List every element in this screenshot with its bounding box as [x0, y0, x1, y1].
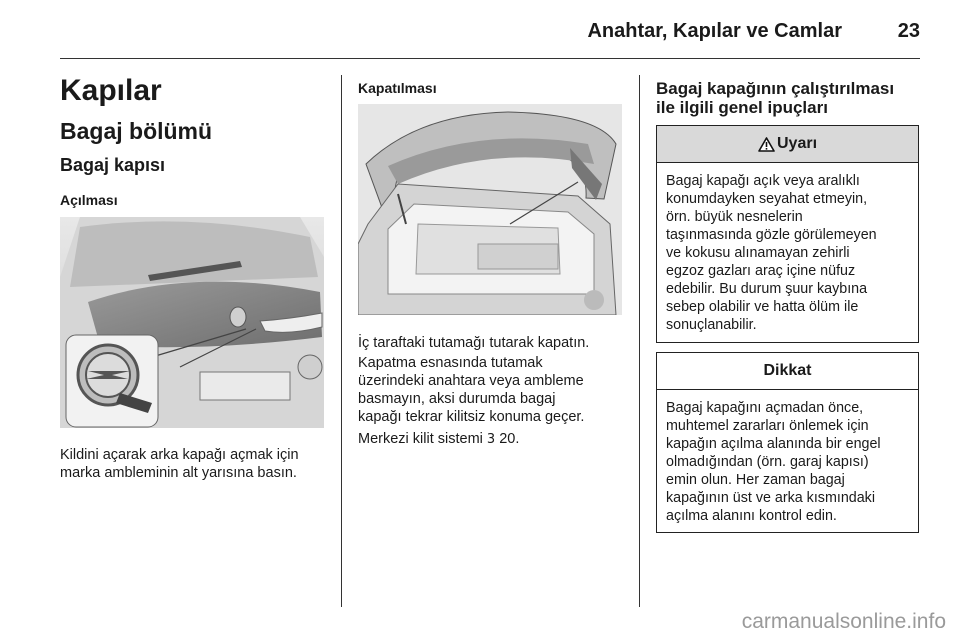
warning-line: örn. büyük nesnelerin	[666, 209, 803, 225]
page-number: 23	[897, 20, 920, 42]
opening-line-1: Kildini açarak arka kapağı açmak için	[60, 447, 299, 463]
warning-line: sebep olabilir ve hatta ölüm ile	[666, 299, 859, 315]
car-tailgate-emblem-illustration	[60, 217, 324, 428]
header-rule	[60, 58, 920, 59]
subsection-title: Bagaj bölümü	[60, 118, 213, 144]
closing-p1-line-1: İç taraftaki tutamağı tutarak kapatın.	[358, 335, 590, 351]
section-title: Kapılar	[60, 74, 162, 107]
opening-line-2: marka ambleminin alt yarısına basın.	[60, 465, 297, 481]
closing-heading: Kapatılması	[358, 80, 437, 96]
tailgate-emblem-figure	[60, 217, 324, 428]
warning-box	[656, 125, 919, 343]
warning-line: taşınmasında gözle görülemeyen	[666, 227, 877, 243]
topic-title: Bagaj kapısı	[60, 155, 166, 175]
caution-line: Bagaj kapağını açmadan önce,	[666, 400, 864, 416]
warning-triangle-icon	[758, 137, 775, 152]
caution-line: kapağın açılma alanında bir engel	[666, 436, 881, 452]
car-open-tailgate-illustration	[358, 104, 622, 315]
closing-p2-line-4: kapağı tekrar kilitsiz konuma geçer.	[358, 409, 585, 425]
closing-p2-line-2: üzerindeki anahtara veya ambleme	[358, 373, 584, 389]
watermark: carmanualsonline.info	[741, 610, 946, 633]
central-lock-text: Merkezi kilit sistemi	[358, 431, 487, 447]
warning-line: egzoz gazları araç içine nüfuz	[666, 263, 856, 279]
open-tailgate-figure	[358, 104, 622, 315]
header-title: Anahtar, Kapılar ve Camlar	[587, 20, 842, 42]
cross-reference-arrow[interactable]: 3	[486, 432, 496, 447]
cross-reference-page: 20.	[495, 431, 520, 447]
caution-line: kapağının üst ve arka kısmındaki	[666, 490, 876, 506]
tips-heading-line-1: Bagaj kapağının çalıştırılması	[656, 79, 895, 98]
caution-line: emin olun. Her zaman bagaj	[666, 472, 845, 488]
caution-body	[657, 390, 918, 533]
warning-header	[657, 126, 918, 163]
caution-title: Dikkat	[763, 362, 812, 379]
tips-heading	[656, 79, 926, 117]
closing-paragraph-2	[358, 354, 628, 426]
closing-p2-line-1: Kapatma esnasında tutamak	[358, 355, 543, 371]
caution-line: muhtemel zararları önlemek için	[666, 418, 869, 434]
caution-line: olmadığından (örn. garaj kapısı)	[666, 454, 869, 470]
warning-line: Bagaj kapağı açık veya aralıklı	[666, 173, 860, 189]
warning-body	[657, 163, 918, 342]
caution-header	[657, 353, 918, 390]
caution-line: açılma alanını kontrol edin.	[666, 508, 837, 524]
closing-paragraph-3	[358, 430, 628, 449]
warning-title: Uyarı	[776, 135, 818, 152]
column-divider-right	[639, 75, 640, 607]
column-divider-left	[341, 75, 342, 607]
caution-box	[656, 352, 919, 533]
warning-line: edebilir. Bu durum şuur kaybına	[666, 281, 868, 297]
opening-heading: Açılması	[60, 192, 118, 208]
warning-line: sonuçlanabilir.	[666, 317, 757, 333]
tips-heading-line-2: ile ilgili genel ipuçları	[656, 98, 828, 117]
closing-p2-line-3: basmayın, aksi durumda bagaj	[358, 391, 556, 407]
opening-paragraph	[60, 446, 330, 482]
warning-line: ve kokusu alınamayan zehirli	[666, 245, 850, 261]
closing-paragraph-1	[358, 334, 628, 352]
warning-line: konumdayken seyahat etmeyin,	[666, 191, 868, 207]
